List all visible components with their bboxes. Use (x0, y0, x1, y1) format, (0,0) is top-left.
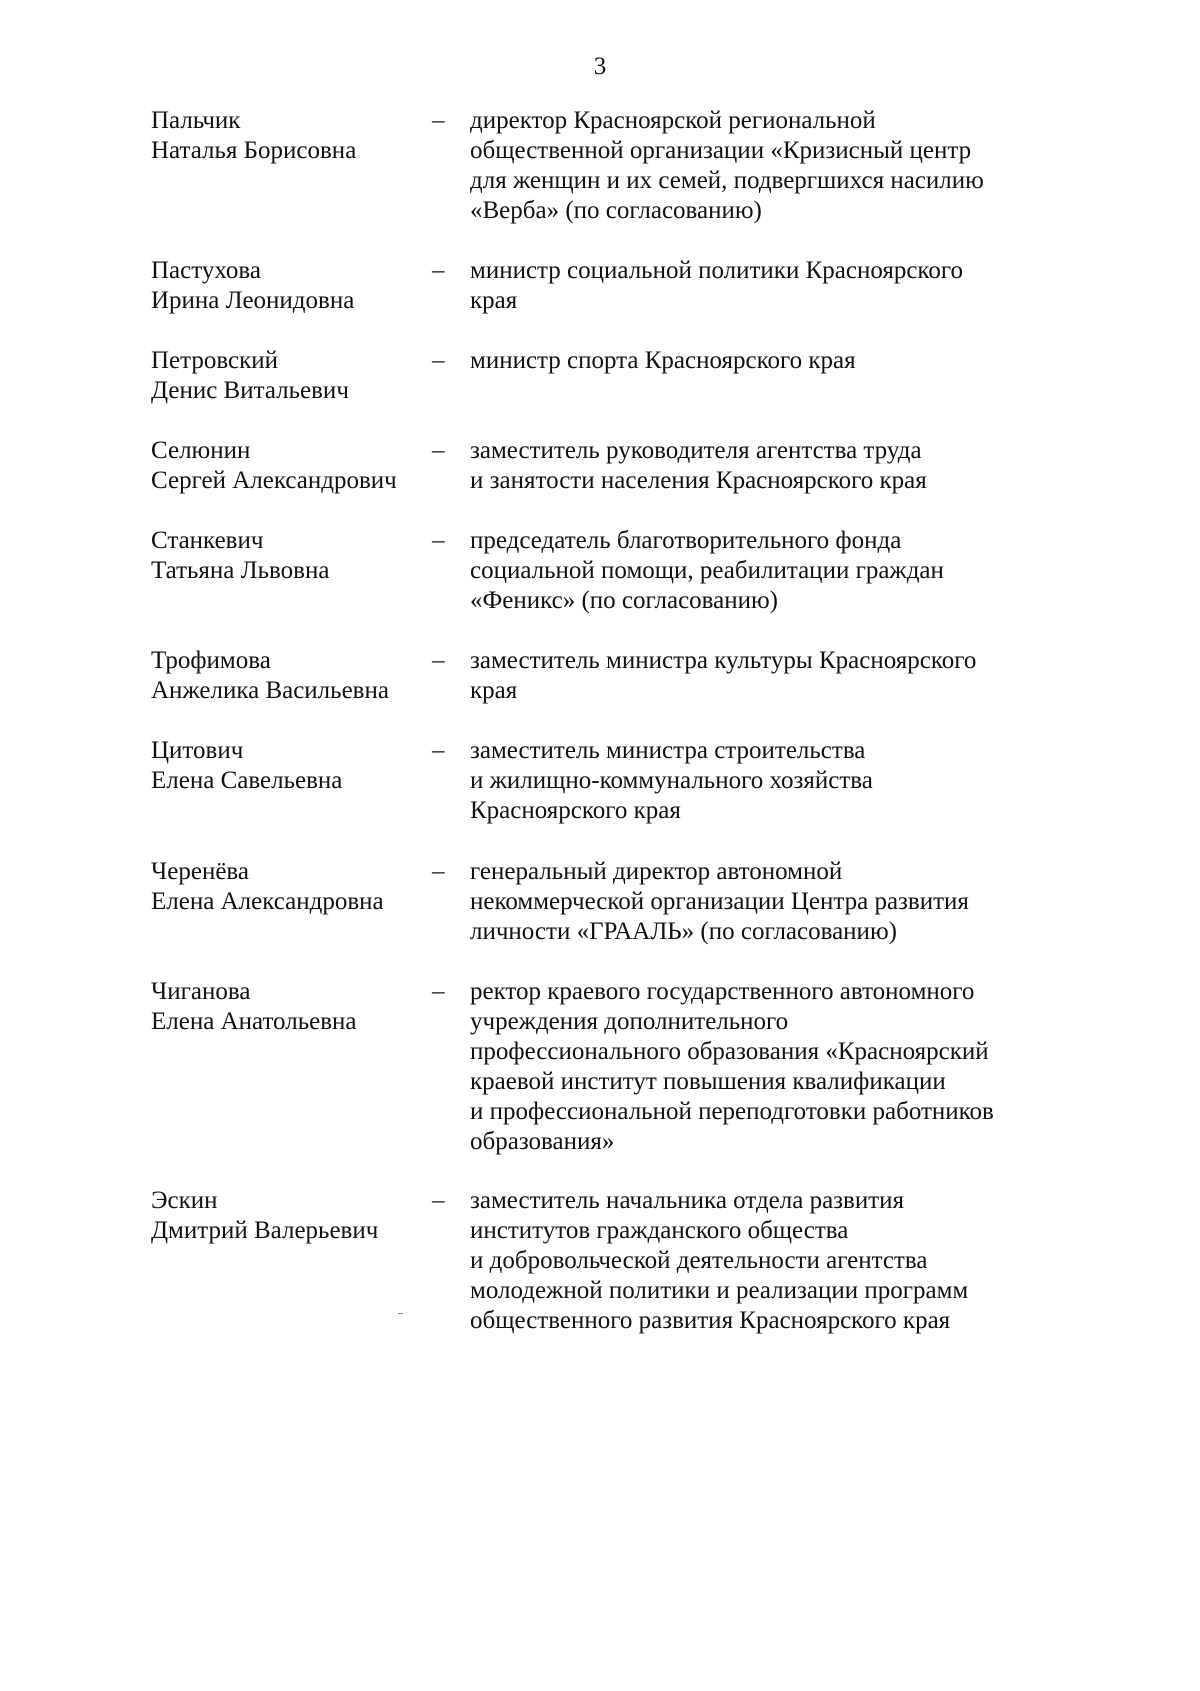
member-name (151, 436, 451, 496)
member-position: директор Красноярской региональной общественной организации «Кризисный центр для женщин и их семей, подвергшихся насилию «Верба» (по согласованию) (470, 107, 984, 224)
member-position: министр социальной политики Красноярского края (470, 257, 963, 314)
member-surname: Селюнин (151, 437, 251, 464)
page-number: 3 (593, 53, 607, 80)
member-name (151, 736, 451, 796)
member-name (151, 106, 451, 166)
separator-dash: – (432, 978, 445, 1005)
member-given-names: Сергей Александрович (151, 467, 397, 494)
member-position: заместитель руководителя агентства труда и занятости населения Красноярского края (470, 437, 927, 494)
member-surname: Пальчик (151, 107, 241, 134)
member-name (151, 1186, 451, 1246)
separator-dash: – (432, 647, 445, 674)
member-given-names: Елена Анатольевна (151, 1008, 357, 1035)
separator-dash: – (432, 257, 445, 284)
member-name (151, 346, 451, 406)
member-name (151, 526, 451, 586)
separator-dash: – (432, 527, 445, 554)
member-position: председатель благотворительного фонда социальной помощи, реабилитации граждан «Феникс» (по согласованию) (470, 527, 944, 614)
member-given-names: Дмитрий Валерьевич (151, 1217, 379, 1244)
member-given-names: Наталья Борисовна (151, 137, 357, 164)
member-surname: Петровский (151, 347, 279, 374)
member-surname: Черенёва (151, 858, 249, 885)
member-surname: Эскин (151, 1187, 218, 1214)
member-surname: Пастухова (151, 257, 261, 284)
member-name (151, 256, 451, 316)
separator-dash: – (432, 437, 445, 464)
member-position: заместитель начальника отдела развития институтов гражданского общества и добровольческой деятельности агентства молодежной политики и реализации программ общественного развития Красноярского края (470, 1187, 969, 1334)
member-given-names: Денис Витальевич (151, 377, 349, 404)
member-given-names: Татьяна Львовна (151, 557, 330, 584)
separator-dash: – (432, 737, 445, 764)
member-given-names: Анжелика Васильевна (151, 677, 389, 704)
member-given-names: Ирина Леонидовна (151, 287, 355, 314)
member-surname: Станкевич (151, 527, 264, 554)
member-surname: Чиганова (151, 978, 251, 1005)
separator-dash: – (432, 858, 445, 885)
scan-speck (398, 1313, 403, 1314)
member-name (151, 857, 451, 917)
member-name (151, 977, 451, 1037)
separator-dash: – (432, 347, 445, 374)
member-position: заместитель министра культуры Красноярского края (470, 647, 977, 704)
member-position: министр спорта Красноярского края (470, 347, 856, 374)
member-given-names: Елена Александровна (151, 888, 384, 915)
member-position: ректор краевого государственного автономного учреждения дополнительного профессионального образования «Красноярский краевой институт повышения квалификации и профессиональной переподготовки работников образования» (470, 978, 994, 1155)
separator-dash: – (432, 107, 445, 134)
member-surname: Цитович (151, 737, 244, 764)
member-position: заместитель министра строительства и жилищно-коммунального хозяйства Красноярского края (470, 737, 873, 824)
member-position: генеральный директор автономной некоммерческой организации Центра развития личности «ГРААЛЬ» (по согласованию) (470, 858, 969, 945)
member-given-names: Елена Савельевна (151, 767, 343, 794)
separator-dash: – (432, 1187, 445, 1214)
member-name (151, 646, 451, 706)
member-surname: Трофимова (151, 647, 271, 674)
